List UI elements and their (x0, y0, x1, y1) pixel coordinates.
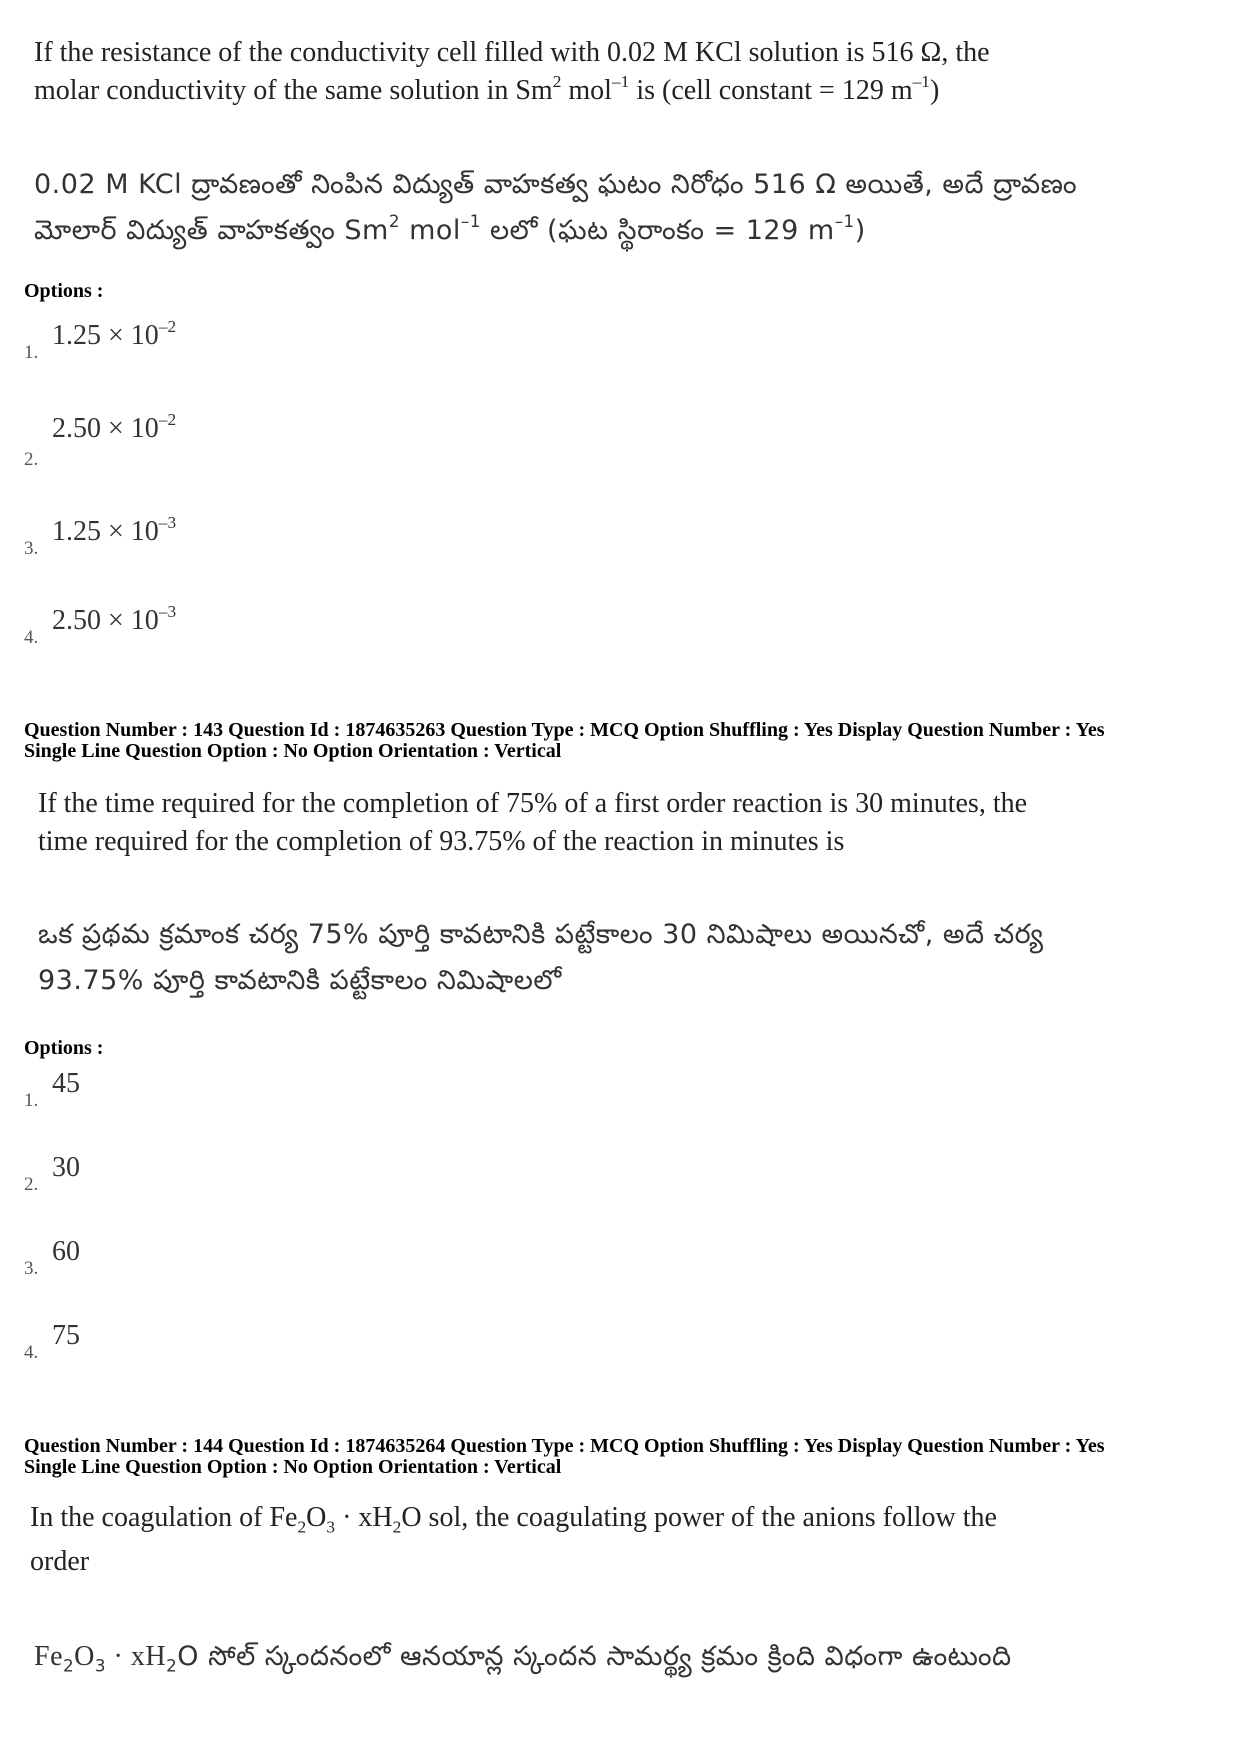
q143-meta (24, 720, 1104, 762)
q142-en-line-1: If the resistance of the conductivity cell filled with 0.02 M KCl solution is 516 Ω, the (34, 37, 990, 68)
option-number: 3. (24, 538, 39, 559)
q142-question-te (34, 162, 1224, 254)
option-value: 30 (52, 1152, 80, 1183)
option-value: 60 (52, 1236, 80, 1267)
q144-te-line-1: $Fe_2O_3 \cdot xH_2O$ సోల్ స్కందనంలో ఆనయాన్ల స్కందన సామర్థ్య క్రమం క్రింది విధంగా ఉంటుంది (34, 1641, 1012, 1676)
q144-question-en (30, 1496, 1220, 1584)
option-number: 1. (24, 1090, 39, 1111)
option-value: $1.25 \times 10^{-2}$ (52, 316, 177, 351)
q142-te-line-2: మోలార్ విద్యుత్ వాహకత్వం Sm$^2$ mol$^{-1}$ లలో (ఘట స్థిరాంకం = 129 $m^{-1}$) (34, 211, 866, 246)
q143-meta-line-2: Single Line Question Option : No Option Orientation : Vertical (24, 740, 562, 762)
option-number: 1. (24, 342, 39, 363)
q143-question-en (38, 785, 1218, 861)
q144-meta-line-1: Question Number : 144 Question Id : 1874635264 Question Type : MCQ Option Shuffling : Yes Display Question Number : Yes (24, 1435, 1105, 1457)
q143-en-line-1: If the time required for the completion of 75% of a first order reaction is 30 minutes, the (38, 788, 1028, 819)
option-number: 3. (24, 1258, 39, 1279)
q142-question-en (34, 34, 1214, 110)
q144-meta (24, 1436, 1104, 1478)
q143-meta-line-1: Question Number : 143 Question Id : 1874635263 Question Type : MCQ Option Shuffling : Yes Display Question Number : Yes (24, 719, 1105, 741)
option-value: $1.25 \times 10^{-3}$ (52, 512, 177, 547)
option-value: $2.50 \times 10^{-3}$ (52, 601, 177, 636)
option-value: 75 (52, 1320, 80, 1351)
q144-en-line-1: In the coagulation of $Fe_2O_3 \cdot xH_2O$ sol, the coagulating power of the anions follow the (30, 1502, 997, 1537)
q144-question-te (34, 1634, 1224, 1680)
q143-te-line-2: 93.75% పూర్తి కావటానికి పట్టేకాలం నిమిషాలలో (38, 965, 562, 996)
q143-en-line-2: time required for the completion of 93.75% of the reaction in minutes is (38, 826, 845, 857)
q144-en-line-2: order (30, 1546, 90, 1577)
option-number: 2. (24, 449, 39, 470)
option-number: 4. (24, 1342, 39, 1363)
option-value: 45 (52, 1068, 80, 1099)
q143-question-te (38, 912, 1228, 1004)
option-number: 4. (24, 627, 39, 648)
q143-options-label: Options : (24, 1037, 104, 1059)
option-number: 2. (24, 1174, 39, 1195)
q143-te-line-1: ఒక ప్రథమ క్రమాంక చర్య 75% పూర్తి కావటానికి పట్టేకాలం 30 నిమిషాలు అయినచో, అదే చర్య (38, 919, 1044, 950)
q142-te-line-1: 0.02 M KCl ద్రావణంతో నింపిన విద్యుత్ వాహకత్వ ఘటం నిరోధం 516 Ω అయితే, అదే ద్రావణం (34, 169, 1078, 200)
q142-en-line-2: molar conductivity of the same solution in Sm$^2$ mol$^{-1}$ is (cell constant = 129 $m^{-1}$) (34, 71, 940, 106)
q142-options-label: Options : (24, 280, 104, 302)
q144-meta-line-2: Single Line Question Option : No Option Orientation : Vertical (24, 1456, 562, 1478)
option-value: $2.50 \times 10^{-2}$ (52, 409, 177, 444)
